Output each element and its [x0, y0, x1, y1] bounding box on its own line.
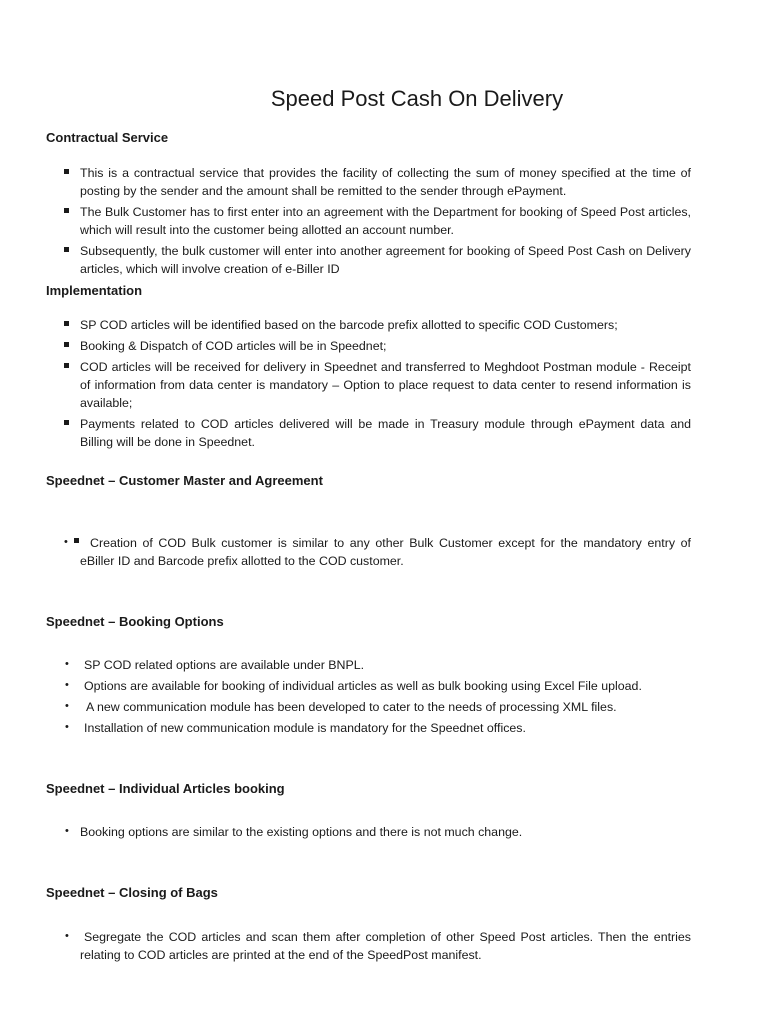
bullet-icon: •: [65, 825, 69, 837]
bullet-icon: •: [65, 679, 69, 691]
list-customer-master: [0, 534, 768, 573]
bullet-icon: •: [65, 721, 69, 733]
heading-individual-articles: Speednet – Individual Articles booking: [46, 781, 285, 796]
list-individual-articles: [0, 823, 768, 844]
list-closing-of-bags: [0, 928, 768, 967]
list-item: • A new communication module has been developed to cater to the needs of processing XML files.: [65, 700, 617, 714]
square-bullet-icon: [64, 420, 69, 425]
list-item: Subsequently, the bulk customer will enter into another agreement for booking of Speed Post Cash on Delivery articles, which will involve creation of e-Biller ID: [0, 242, 691, 278]
square-bullet-icon: [64, 342, 69, 347]
bullet-icon: •: [64, 535, 79, 549]
list-item: • Creation of COD Bulk customer is similar to any other Bulk Customer except for the mandatory entry of eBiller ID and Barcode prefix allotted to the COD customer.: [64, 536, 691, 568]
list-item: • Options are available for booking of individual articles as well as bulk booking using Excel File upload.: [65, 679, 642, 693]
square-bullet-icon: [64, 321, 69, 326]
bullet-icon: •: [65, 700, 69, 712]
list-item: Booking & Dispatch of COD articles will be in Speednet;: [0, 337, 691, 355]
list-booking-options: [0, 656, 768, 740]
list-item: The Bulk Customer has to first enter into an agreement with the Department for booking of Speed Post articles, which will result into the customer being allotted an account number.: [0, 203, 691, 239]
list-implementation: [0, 316, 768, 454]
page-title: Speed Post Cash On Delivery: [270, 86, 564, 111]
list-item: Payments related to COD articles delivered will be made in Treasury module through ePayment data and Billing will be done in Speednet.: [0, 415, 691, 451]
list-item: • Booking options are similar to the existing options and there is not much change.: [65, 825, 523, 839]
list-contractual-service: [0, 164, 768, 281]
list-item: • Segregate the COD articles and scan them after completion of other Speed Post articles. Then the entries relating to COD articles are printed at the end of the SpeedPost manifest.: [65, 930, 691, 962]
list-item: SP COD articles will be identified based on the barcode prefix allotted to specific COD Customers;: [0, 316, 691, 334]
list-item: • Installation of new communication module is mandatory for the Speednet offices.: [65, 721, 526, 735]
list-item: COD articles will be received for delivery in Speednet and transferred to Meghdoot Postman module - Receipt of information from data center is mandatory – Option to place request to data center to resend information is available;: [0, 358, 691, 412]
list-item: • SP COD related options are available under BNPL.: [65, 658, 365, 672]
heading-closing-of-bags: Speednet – Closing of Bags: [46, 885, 218, 900]
list-item: This is a contractual service that provides the facility of collecting the sum of money specified at the time of posting by the sender and the amount shall be remitted to the sender through ePayment.: [0, 164, 691, 200]
square-bullet-icon: [64, 208, 69, 213]
heading-booking-options: Speednet – Booking Options: [46, 614, 224, 629]
bullet-icon: •: [65, 930, 69, 942]
heading-implementation: Implementation: [46, 283, 143, 298]
heading-customer-master: Speednet – Customer Master and Agreement: [46, 473, 323, 488]
square-bullet-icon: [64, 169, 69, 174]
heading-contractual-service: Contractual Service: [46, 130, 169, 145]
square-bullet-icon: [64, 247, 69, 252]
bullet-icon: •: [65, 658, 69, 670]
square-bullet-icon: [64, 363, 69, 368]
